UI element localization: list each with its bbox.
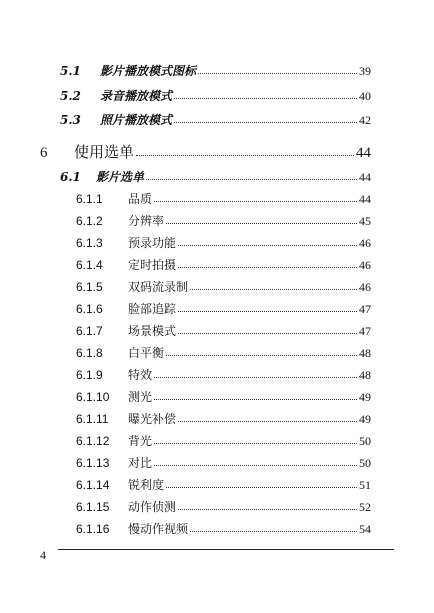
toc-entry-page: 44 (359, 192, 371, 206)
toc-entry-page: 46 (359, 280, 371, 294)
dot-leader (178, 333, 357, 334)
toc-entry-page: 49 (359, 412, 371, 426)
toc-entry-title: 背光 (128, 434, 153, 448)
toc-entry-title: 分辨率 (128, 214, 165, 228)
toc-entry-title: 影片播放模式图标 (100, 64, 197, 78)
toc-entry-title: 场景模式 (128, 324, 177, 338)
dot-leader (136, 155, 354, 156)
toc-entry-page: 40 (359, 89, 371, 103)
toc-entry-number: 5.1 (60, 64, 81, 78)
toc-entry-number: 6.1.1 (76, 192, 103, 206)
dot-leader (178, 267, 357, 268)
toc-entry-number: 6.1.4 (76, 258, 103, 272)
toc-entry-5-3[interactable] (60, 111, 371, 128)
toc-entry-title: 慢动作视频 (128, 522, 189, 536)
toc-entry-page: 54 (359, 522, 371, 536)
dot-leader (198, 73, 357, 74)
toc-subentry-6-1-9[interactable] (76, 366, 371, 383)
toc-subentry-6-1-6[interactable] (76, 300, 371, 317)
toc-entry-title: 特效 (128, 368, 153, 382)
toc-chapter-6[interactable] (40, 141, 371, 162)
dot-leader (190, 289, 357, 290)
toc-entry-number: 6.1.3 (76, 236, 103, 250)
toc-entry-title: 录音播放模式 (100, 89, 173, 103)
toc-entry-number: 6.1.8 (76, 346, 103, 360)
dot-leader (178, 311, 357, 312)
toc-entry-number: 6.1.10 (76, 390, 110, 404)
dot-leader (154, 201, 357, 202)
toc-subentry-6-1-7[interactable] (76, 322, 371, 339)
toc-subentry-6-1-12[interactable] (76, 432, 371, 449)
toc-entry-title: 白平衡 (128, 346, 165, 360)
dot-leader (154, 443, 357, 444)
toc-entry-number: 6.1.5 (76, 280, 103, 294)
dot-leader (166, 487, 357, 488)
toc-subentry-6-1-4[interactable] (76, 256, 371, 273)
toc-subentry-6-1-3[interactable] (76, 234, 371, 251)
dot-leader (166, 355, 357, 356)
toc-entry-6-1[interactable] (60, 168, 371, 185)
toc-entry-number: 6.1 (60, 170, 81, 184)
toc-entry-number: 6.1.14 (76, 478, 110, 492)
dot-leader (178, 509, 357, 510)
toc-entry-page: 46 (359, 258, 371, 272)
dot-leader (174, 98, 357, 99)
toc-entry-page: 48 (359, 346, 371, 360)
toc-subentry-6-1-5[interactable] (76, 278, 371, 295)
toc-entry-number: 6.1.6 (76, 302, 103, 316)
dot-leader (146, 179, 357, 180)
toc-entry-page: 50 (359, 434, 371, 448)
toc-entry-page: 50 (359, 456, 371, 470)
toc-entry-5-2[interactable] (60, 87, 371, 104)
toc-entry-number: 5.2 (60, 89, 81, 103)
toc-entry-number: 6.1.13 (76, 456, 110, 470)
toc-subentry-6-1-10[interactable] (76, 388, 371, 405)
toc-entry-title: 测光 (128, 390, 153, 404)
toc-chapter-title: 使用选单 (74, 143, 135, 161)
toc-entry-title: 预录功能 (128, 236, 177, 250)
toc-entry-title: 动作侦测 (128, 500, 177, 514)
toc-subentry-6-1-13[interactable] (76, 454, 371, 471)
toc-chapter-number: 6 (40, 145, 48, 161)
toc-subentry-6-1-15[interactable] (76, 498, 371, 515)
toc-subentry-6-1-11[interactable] (76, 410, 371, 427)
dot-leader (178, 421, 357, 422)
toc-entry-title: 曝光补偿 (128, 412, 177, 426)
dot-leader (190, 531, 357, 532)
toc-subentry-6-1-8[interactable] (76, 344, 371, 361)
toc-entry-number: 6.1.2 (76, 214, 103, 228)
toc-entry-title: 双码流录制 (128, 280, 189, 294)
toc-entry-page: 48 (359, 368, 371, 382)
toc-entry-number: 6.1.12 (76, 434, 110, 448)
footer-divider (58, 549, 394, 550)
page-number: 4 (40, 548, 46, 562)
toc-entry-page: 44 (359, 170, 371, 184)
toc-entry-page: 49 (359, 390, 371, 404)
toc-entry-5-1[interactable] (60, 62, 371, 79)
toc-entry-title: 对比 (128, 456, 153, 470)
dot-leader (154, 399, 357, 400)
dot-leader (178, 245, 357, 246)
dot-leader (154, 465, 357, 466)
toc-entry-page: 45 (359, 214, 371, 228)
toc-subentry-6-1-2[interactable] (76, 212, 371, 229)
toc-entry-number: 6.1.15 (76, 500, 110, 514)
toc-entry-number: 6.1.9 (76, 368, 103, 382)
toc-entry-page: 51 (359, 478, 371, 492)
toc-entry-page: 47 (359, 302, 371, 316)
toc-entry-title: 品质 (128, 192, 153, 206)
dot-leader (166, 223, 357, 224)
dot-leader (154, 377, 357, 378)
toc-subentry-6-1-16[interactable] (76, 520, 371, 537)
dot-leader (174, 122, 357, 123)
toc-entry-title: 锐利度 (128, 478, 165, 492)
toc-entry-number: 6.1.16 (76, 522, 110, 536)
toc-chapter-page: 44 (356, 145, 371, 161)
toc-subentry-6-1-14[interactable] (76, 476, 371, 493)
toc-subentry-6-1-1[interactable] (76, 190, 371, 207)
toc-entry-title: 脸部追踪 (128, 302, 177, 316)
toc-entry-number: 6.1.7 (76, 324, 103, 338)
toc-entry-page: 47 (359, 324, 371, 338)
toc-entry-title: 影片选单 (96, 170, 145, 184)
toc-entry-title: 定时拍摄 (128, 258, 177, 272)
toc-entry-page: 46 (359, 236, 371, 250)
toc-entry-number: 5.3 (60, 113, 81, 127)
toc-entry-page: 39 (359, 64, 371, 78)
toc-entry-title: 照片播放模式 (100, 113, 173, 127)
toc-entry-page: 42 (359, 113, 371, 127)
toc-entry-number: 6.1.11 (76, 412, 109, 426)
toc-entry-page: 52 (359, 500, 371, 514)
